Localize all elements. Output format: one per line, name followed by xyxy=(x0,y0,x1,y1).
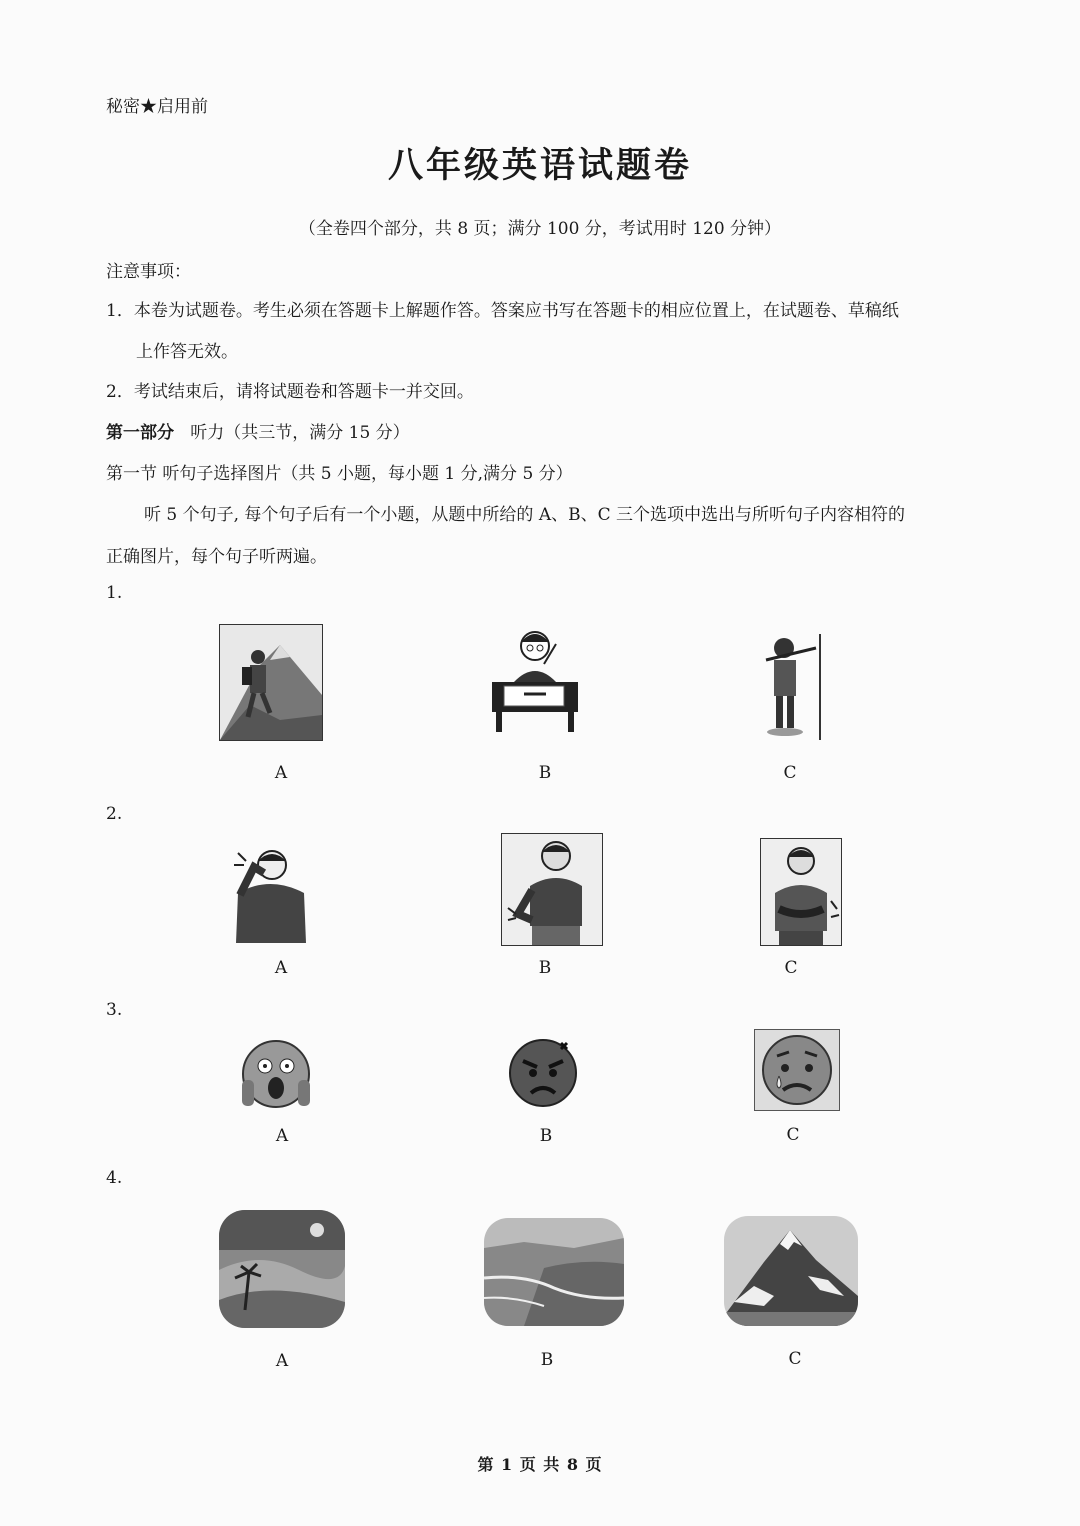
page-footer: 第 1 页 共 8 页 xyxy=(477,1455,603,1474)
instructions: 听 5 个句子, 每个句子后有一个小题，从题中所给的 A、B、C 三个选项中选出与所听句子内容相符的 xyxy=(144,505,906,525)
option-label: B xyxy=(538,763,552,783)
page-title: 八年级英语试题卷 xyxy=(387,145,692,186)
headache-picture[interactable] xyxy=(230,845,310,943)
sad-face-picture[interactable] xyxy=(754,1029,840,1111)
boy-calligraphy-picture[interactable] xyxy=(484,624,586,736)
scared-face-picture[interactable] xyxy=(238,1036,314,1110)
note-item-1: 1．本卷为试题卷。考生必须在答题卡上解题作答。答案应书写在答题卡的相应位置上，在试题卷、草稿纸 xyxy=(106,301,899,321)
stomachache-picture[interactable] xyxy=(760,838,842,946)
notes-heading: 注意事项： xyxy=(106,262,191,282)
part-heading xyxy=(106,418,410,443)
boy-playing-flute-picture[interactable] xyxy=(752,634,822,740)
option-label: C xyxy=(786,1125,800,1145)
option-label: A xyxy=(275,1126,289,1146)
section-heading: 第一节 听句子选择图片（共 5 小题，每小题 1 分,满分 5 分） xyxy=(106,464,573,484)
snow-mountain-picture[interactable] xyxy=(724,1216,858,1326)
confidential-mark: 秘密★启用前 xyxy=(106,97,208,117)
option-label: B xyxy=(539,1126,553,1146)
part-heading-label: 第一部分 xyxy=(106,423,174,443)
question-number: 1. xyxy=(106,583,123,603)
option-label: B xyxy=(540,1350,554,1370)
option-label: C xyxy=(784,958,798,978)
option-label: B xyxy=(538,958,552,978)
angry-face-picture[interactable] xyxy=(505,1035,581,1109)
note-item-2: 2．考试结束后，请将试题卷和答题卡一并交回。 xyxy=(106,382,474,402)
option-label: A xyxy=(274,763,288,783)
coast-picture[interactable] xyxy=(484,1218,624,1326)
backache-picture[interactable] xyxy=(501,833,603,946)
option-label: C xyxy=(788,1349,802,1369)
desert-picture[interactable] xyxy=(219,1210,345,1328)
option-label: C xyxy=(783,763,797,783)
question-number: 3. xyxy=(106,1000,123,1020)
question-number: 4. xyxy=(106,1168,123,1188)
option-label: A xyxy=(275,1351,289,1371)
exam-info: （全卷四个部分，共 8 页；满分 100 分，考试用时 120 分钟） xyxy=(298,219,782,239)
part-heading-rest: 听力（共三节，满分 15 分） xyxy=(190,423,410,443)
instructions-cont: 正确图片，每个句子听两遍。 xyxy=(106,547,327,567)
note-item-1-cont: 上作答无效。 xyxy=(136,342,238,362)
hiking-mountain-picture[interactable] xyxy=(219,624,323,741)
option-label: A xyxy=(274,958,288,978)
question-number: 2. xyxy=(106,804,123,824)
